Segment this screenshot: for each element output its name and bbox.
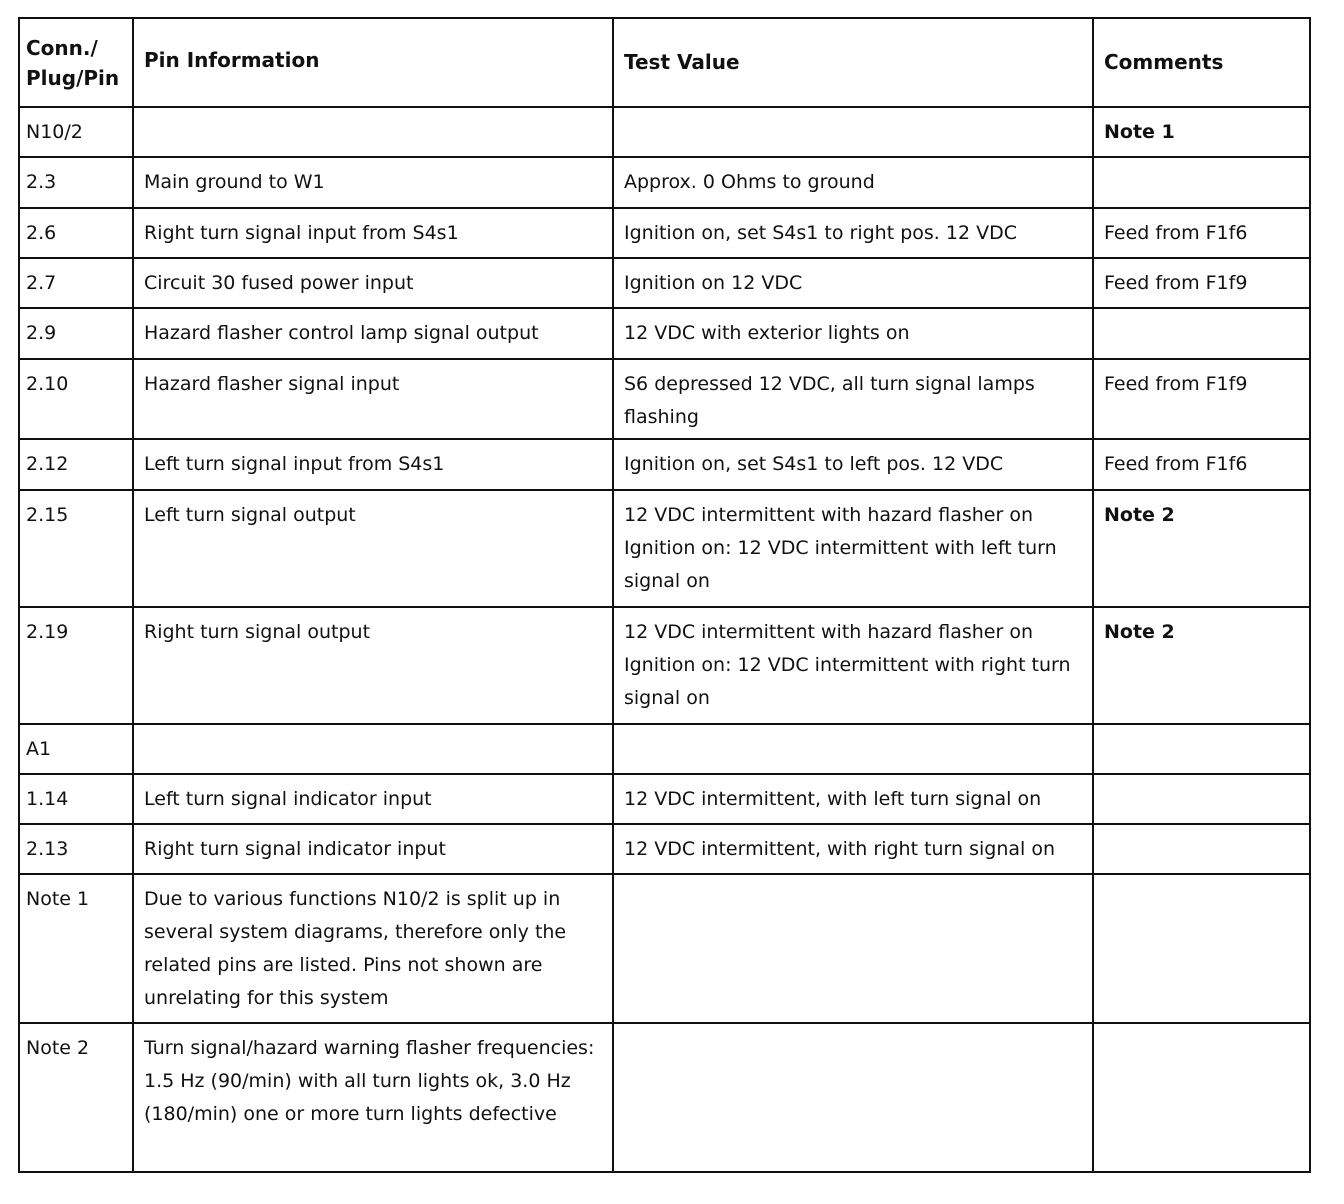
conn-cell: 2.12 — [19, 439, 133, 490]
table-row — [19, 359, 1310, 439]
table-row — [19, 308, 1310, 359]
comment-cell: Feed from F1f6 — [1093, 208, 1310, 258]
pin-info-cell — [133, 724, 613, 774]
pin-info-cell: Right turn signal output — [133, 607, 613, 724]
comment-cell: Feed from F1f6 — [1093, 439, 1310, 490]
table-row — [19, 774, 1310, 824]
pin-test-table — [18, 17, 1311, 1173]
test-value-cell — [613, 874, 1093, 1023]
comment-cell — [1093, 308, 1310, 359]
table-row — [19, 724, 1310, 774]
test-value-cell — [613, 724, 1093, 774]
conn-cell: Note 1 — [19, 874, 133, 1023]
test-value-cell — [613, 107, 1093, 157]
table-row — [19, 824, 1310, 874]
table-row — [19, 607, 1310, 724]
conn-cell: 1.14 — [19, 774, 133, 824]
pin-info-cell: Due to various functions N10/2 is split up in several system diagrams, therefore only the related pins are listed. Pins not shown are unrelating for this system — [133, 874, 613, 1023]
table-row — [19, 439, 1310, 490]
conn-cell: 2.13 — [19, 824, 133, 874]
table-row — [19, 874, 1310, 1023]
table-row — [19, 107, 1310, 157]
conn-cell: Note 2 — [19, 1023, 133, 1172]
comment-cell — [1093, 774, 1310, 824]
test-value-cell: 12 VDC intermittent with hazard flasher on Ignition on: 12 VDC intermittent with left turn signal on — [613, 490, 1093, 607]
table-row — [19, 157, 1310, 208]
test-value-cell: Ignition on, set S4s1 to left pos. 12 VDC — [613, 439, 1093, 490]
test-value-cell: 12 VDC intermittent with hazard flasher on Ignition on: 12 VDC intermittent with right turn signal on — [613, 607, 1093, 724]
pin-info-cell: Left turn signal indicator input — [133, 774, 613, 824]
comment-cell — [1093, 724, 1310, 774]
comment-cell: Note 1 — [1093, 107, 1310, 157]
header-comments: Comments — [1093, 18, 1310, 107]
test-value-cell: Ignition on 12 VDC — [613, 258, 1093, 308]
pin-info-cell: Turn signal/hazard warning flasher frequencies: 1.5 Hz (90/min) with all turn lights ok, 3.0 Hz (180/min) one or more turn lights defective — [133, 1023, 613, 1172]
conn-cell: 2.7 — [19, 258, 133, 308]
test-value-cell: 12 VDC intermittent, with right turn signal on — [613, 824, 1093, 874]
pin-info-cell: Circuit 30 fused power input — [133, 258, 613, 308]
comment-cell: Feed from F1f9 — [1093, 359, 1310, 439]
comment-cell: Note 2 — [1093, 607, 1310, 724]
test-value-cell: 12 VDC with exterior lights on — [613, 308, 1093, 359]
conn-cell: 2.3 — [19, 157, 133, 208]
test-value-cell: Ignition on, set S4s1 to right pos. 12 VDC — [613, 208, 1093, 258]
pin-info-cell: Left turn signal input from S4s1 — [133, 439, 613, 490]
comment-cell — [1093, 1023, 1310, 1172]
test-value-cell: 12 VDC intermittent, with left turn signal on — [613, 774, 1093, 824]
conn-cell: A1 — [19, 724, 133, 774]
pin-info-cell: Hazard flasher signal input — [133, 359, 613, 439]
conn-cell: 2.19 — [19, 607, 133, 724]
header-conn: Conn./ Plug/Pin — [19, 18, 133, 107]
pin-info-cell: Main ground to W1 — [133, 157, 613, 208]
table-row — [19, 208, 1310, 258]
pin-info-cell: Hazard flasher control lamp signal output — [133, 308, 613, 359]
table-row — [19, 490, 1310, 607]
header-test-value: Test Value — [613, 18, 1093, 107]
header-pin-info: Pin Information — [133, 18, 613, 107]
conn-cell: 2.6 — [19, 208, 133, 258]
table-row — [19, 258, 1310, 308]
conn-cell: 2.10 — [19, 359, 133, 439]
pin-info-cell: Right turn signal indicator input — [133, 824, 613, 874]
comment-cell: Note 2 — [1093, 490, 1310, 607]
table-row — [19, 1023, 1310, 1172]
comment-cell: Feed from F1f9 — [1093, 258, 1310, 308]
comment-cell — [1093, 874, 1310, 1023]
comment-cell — [1093, 157, 1310, 208]
pin-info-cell: Right turn signal input from S4s1 — [133, 208, 613, 258]
pin-info-cell — [133, 107, 613, 157]
test-value-cell: S6 depressed 12 VDC, all turn signal lamps flashing — [613, 359, 1093, 439]
pin-info-cell: Left turn signal output — [133, 490, 613, 607]
conn-cell: 2.9 — [19, 308, 133, 359]
comment-cell — [1093, 824, 1310, 874]
conn-cell: N10/2 — [19, 107, 133, 157]
header-row — [19, 18, 1310, 107]
test-value-cell: Approx. 0 Ohms to ground — [613, 157, 1093, 208]
conn-cell: 2.15 — [19, 490, 133, 607]
test-value-cell — [613, 1023, 1093, 1172]
